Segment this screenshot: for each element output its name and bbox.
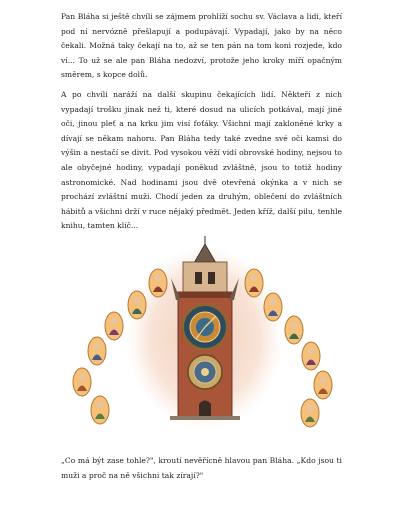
paragraph-3: „Co má být zase tohle?", kroutí nevěřícně hlavou pan Bláha. „Kdo jsou ti muži a proč na ně všichni tak zírají?" — [61, 456, 342, 480]
apostle-medallion — [314, 371, 332, 399]
astronomical-dial — [183, 305, 227, 349]
apostle-medallion — [149, 269, 167, 297]
paragraph-1: Pan Bláha si ještě chvíli se zájmem prohlíží sochu sv. Václava a lidi, kteří pod ní nervózně přešlapují a podupávají. Vypadají, jako by na něco čekali. Možná taky čekají na to, až se ten pán na tom koni rozjede, kdo ví... To už se ale pan Bláha nedozví, protože jeho kroky míří opačným směrem, s kopce dolů. — [61, 12, 342, 80]
calendar-dial — [188, 355, 222, 389]
apostle-medallion — [245, 269, 263, 297]
apostle-medallion — [91, 396, 109, 424]
apostle-medallion — [301, 399, 319, 427]
apostle-medallion — [285, 316, 303, 344]
tower-upper — [183, 262, 227, 294]
apostle-medallion — [105, 312, 123, 340]
tower-door — [199, 401, 211, 419]
apostle-medallion — [73, 368, 91, 396]
apostle-medallion — [302, 342, 320, 370]
apostle-medallion — [128, 291, 146, 319]
apostle-medallion — [264, 293, 282, 321]
apostle-medallion — [88, 337, 106, 365]
paragraph-2: A po chvíli naráží na další skupinu čekajících lidí. Někteří z nich vypadají trošku jinak než ti, které dosud na ulicích potkával, mají jiné oči, jinou pleť a na krku jim visí foťáky. Všichni mají zakloněné krky a dívají se někam nahoru. Pan Bláha tedy také zvedne své oči kamsi do výšin a nestačí se divit. Pod vysokou věží vidí obrovské hodiny, nejsou to ale obyčejné hodiny, vypadají poněkud zvláštně, jsou to totiž hodiny astronomické. Nad hodinami jsou dvě otevřená okýnka a v nich se prochází zvláštní muži. Chodí jeden za druhým, oblečeni do zvláštních hábitů a všichni drží v ruce nějaký předmět. Jeden kříž, další pilu, tenhle knihu, tamten klíč... — [61, 90, 342, 231]
